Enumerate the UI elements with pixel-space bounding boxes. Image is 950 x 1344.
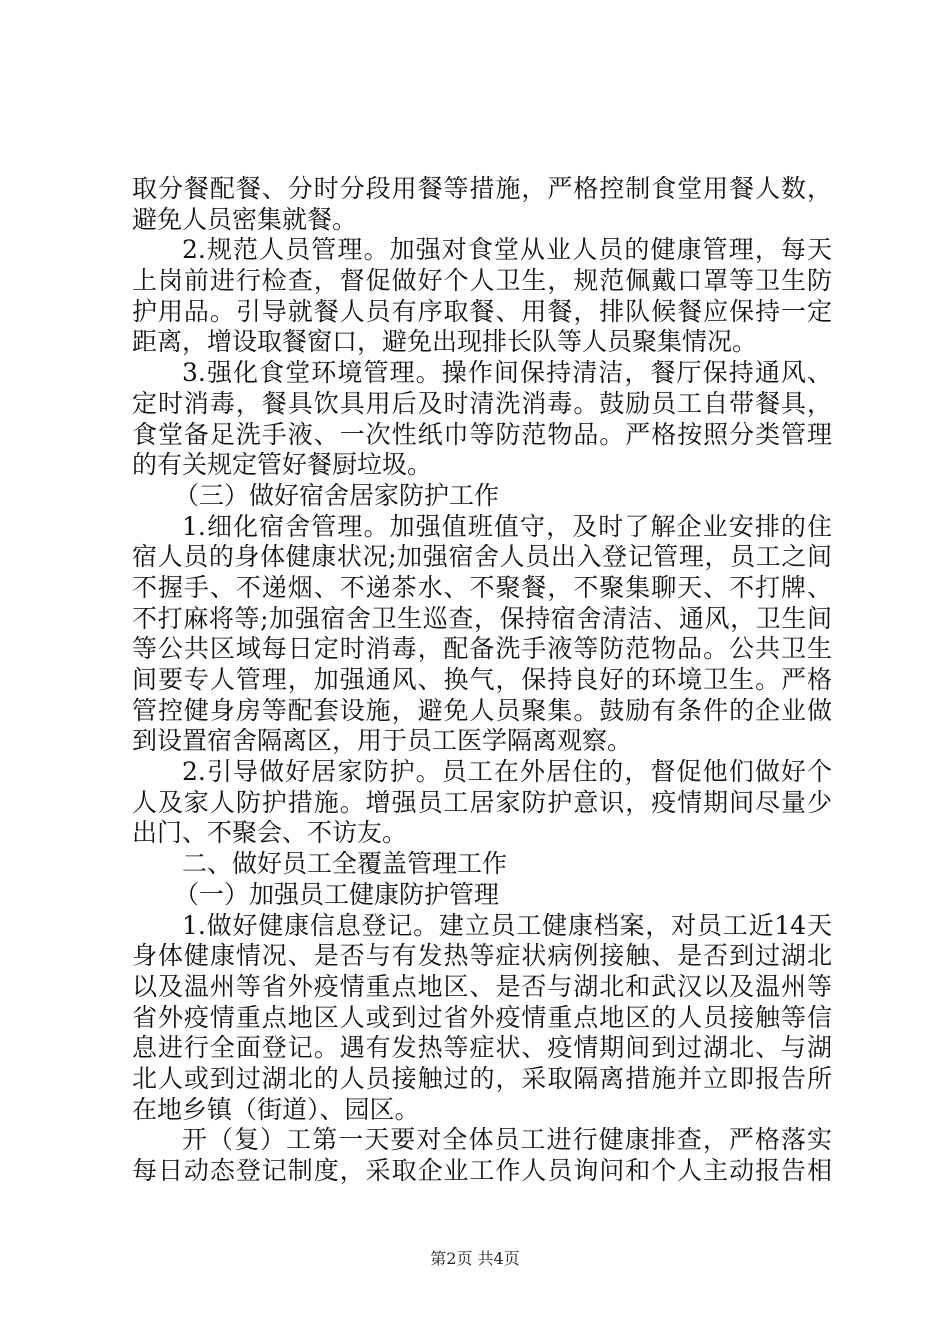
text-line: 1.做好健康信息登记。建立员工健康档案，对员工近14天 [182, 910, 832, 940]
text-line: 省外疫情重点地区人或到过省外疫情重点地区的人员接触等信 [132, 1002, 832, 1032]
text-line: 等公共区域每日定时消毒，配备洗手液等防范物品。公共卫生 [132, 634, 832, 664]
text-line: 食堂备足洗手液、一次性纸巾等防范物品。严格按照分类管理 [132, 419, 832, 449]
section-heading: （一）加强员工健康防护管理 [174, 879, 500, 909]
text-line: 的有关规定管好餐厨垃圾。 [132, 450, 433, 480]
text-line: 息进行全面登记。遇有发热等症状、疫情期间到过湖北、与湖 [132, 1033, 832, 1063]
page-number-label: 第2页 共4页 [430, 1249, 520, 1268]
section-heading: （三）做好宿舍居家防护工作 [174, 480, 500, 510]
text-line: 护用品。引导就餐人员有序取餐、用餐，排队候餐应保持一定 [132, 296, 832, 326]
text-line: 出门、不聚会、不访友。 [132, 818, 408, 848]
text-line: 以及温州等省外疫情重点地区、是否与湖北和武汉以及温州等 [132, 971, 832, 1001]
text-line: 每日动态登记制度，采取企业工作人员询问和个人主动报告相 [132, 1156, 832, 1185]
page-footer [0, 1246, 950, 1269]
text-line: 距离，增设取餐窗口，避免出现排长队等人员聚集情况。 [132, 327, 758, 357]
text-line: 宿人员的身体健康状况;加强宿舍人员出入登记管理，员工之间 [132, 542, 832, 572]
text-line: 到设置宿舍隔离区，用于员工医学隔离观察。 [132, 726, 633, 756]
text-line: 不打麻将等;加强宿舍卫生巡查，保持宿舍清洁、通风，卫生间 [132, 603, 832, 633]
text-line: 1.细化宿舍管理。加强值班值守，及时了解企业安排的住 [182, 511, 832, 541]
text-line: 3.强化食堂环境管理。操作间保持清洁，餐厅保持通风、 [182, 358, 832, 388]
section-heading: 二、做好员工全覆盖管理工作 [182, 849, 508, 879]
text-line: 人及家人防护措施。增强员工居家防护意识，疫情期间尽量少 [132, 787, 832, 817]
text-line: 在地乡镇（街道）、园区。 [132, 1094, 420, 1124]
text-line: 2.规范人员管理。加强对食堂从业人员的健康管理，每天 [182, 235, 832, 265]
text-line: 身体健康情况、是否与有发热等症状病例接触、是否到过湖北 [132, 941, 832, 971]
text-line: 开（复）工第一天要对全体员工进行健康排查，严格落实 [182, 1125, 832, 1155]
text-line: 北人或到过湖北的人员接触过的，采取隔离措施并立即报告所 [132, 1063, 832, 1093]
text-line: 间要专人管理，加强通风、换气，保持良好的环境卫生。严格 [132, 665, 832, 694]
document-body [132, 174, 832, 1187]
text-line: 不握手、不递烟、不递茶水、不聚餐，不聚集聊天、不打牌、 [132, 572, 832, 602]
text-line: 2.引导做好居家防护。员工在外居住的，督促他们做好个 [182, 757, 832, 787]
text-line: 定时消毒，餐具饮具用后及时清洗消毒。鼓励员工自带餐具， [132, 388, 832, 418]
text-line: 避免人员密集就餐。 [132, 204, 358, 234]
text-line: 管控健身房等配套设施，避免人员聚集。鼓励有条件的企业做 [132, 695, 832, 725]
text-line: 取分餐配餐、分时分段用餐等措施，严格控制食堂用餐人数， [132, 174, 832, 203]
text-line: 上岗前进行检查，督促做好个人卫生，规范佩戴口罩等卫生防 [132, 266, 832, 296]
